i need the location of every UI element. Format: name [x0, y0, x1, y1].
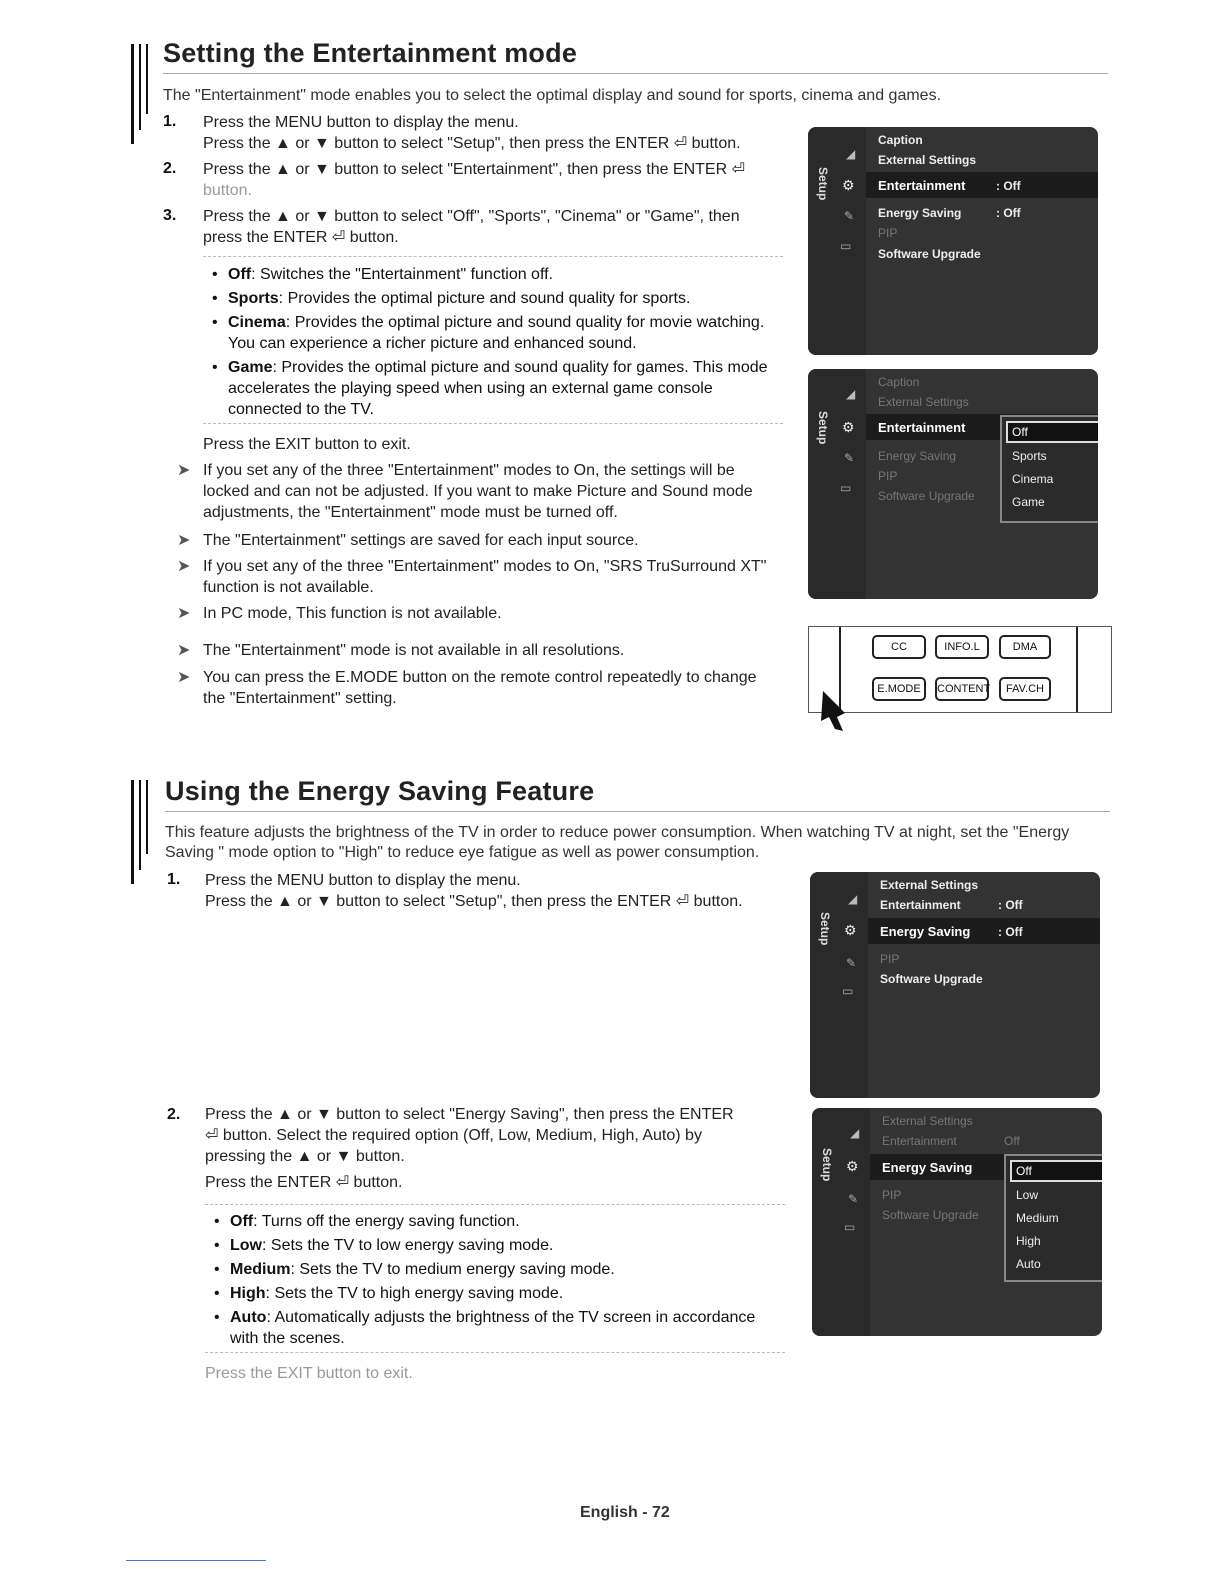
- note-item: ➤ In PC mode, This function is not available.: [177, 605, 502, 622]
- menu-item-entertainment[interactable]: Entertainment: [882, 1134, 957, 1148]
- menu-item-software-upgrade[interactable]: Software Upgrade: [880, 972, 983, 986]
- setup-label: Setup: [820, 1148, 834, 1182]
- info-button[interactable]: INFO.L: [935, 635, 989, 659]
- channel-icon: ✎: [844, 451, 855, 465]
- entertainment-value: Off: [1004, 1134, 1020, 1148]
- title-rule: [163, 73, 1108, 74]
- menu-item-caption[interactable]: Caption: [878, 133, 923, 147]
- step-number: 3.: [163, 207, 177, 224]
- note-item: ➤ The "Entertainment" mode is not available in all resolutions.: [177, 642, 625, 659]
- note-item: ➤ You can press the E.MODE button on the remote control repeatedly to change the "Entertainment" setting.: [177, 669, 757, 707]
- menu-item-entertainment[interactable]: Entertainment: [880, 898, 961, 912]
- tv-menu-setup-energy-saving: [810, 872, 1100, 1098]
- picture-icon: ◢: [848, 892, 858, 906]
- exit-instruction: Press the EXIT button to exit.: [205, 1365, 413, 1382]
- note-item: ➤ If you set any of the three "Entertainment" modes to On, "SRS TruSurround XT" function is not available.: [177, 558, 767, 596]
- list-item: • Off: Switches the "Entertainment" function off.: [212, 264, 772, 285]
- note-item: ➤ If you set any of the three "Entertainment" modes to On, the settings will be locked and can not be adjusted. If you want to make Picture and Sound mode adjustments, the "Entertainment" mode must be turned off.: [177, 462, 753, 521]
- pointer-arrow-icon: [815, 683, 875, 733]
- favch-button[interactable]: FAV.CH: [999, 677, 1051, 701]
- menu-item-energy-saving[interactable]: Energy Saving: [882, 1160, 973, 1175]
- page-number: English - 72: [580, 1504, 670, 1521]
- menu-item-software-upgrade[interactable]: Software Upgrade: [878, 247, 981, 261]
- menu-item-caption[interactable]: Caption: [878, 375, 920, 389]
- menu-item-entertainment[interactable]: Entertainment: [878, 178, 966, 193]
- list-item: • Medium: Sets the TV to medium energy saving mode.: [214, 1259, 774, 1280]
- option-low[interactable]: Low: [1016, 1188, 1039, 1202]
- step-text: Press the ▲ or ▼ button to select "Energy Saving", then press the ENTER ⏎ button. Select the required option (Off, Low, Medium, High, Auto) by pressing the ▲ or ▼ button.: [205, 1106, 734, 1165]
- enter-instruction: Press the ENTER ⏎ button.: [205, 1174, 403, 1191]
- setup-gear-icon: ⚙: [842, 177, 855, 193]
- section-title-entertainment: Setting the Entertainment mode: [163, 38, 578, 68]
- setup-label: Setup: [816, 167, 830, 201]
- tv-menu-entertainment-options: [808, 369, 1098, 599]
- step-text: Press the ▲ or ▼ button to select "Off", "Sports", "Cinema" or "Game", then press the ENTER ⏎ button.: [203, 208, 740, 246]
- option-off[interactable]: Off: [1006, 421, 1098, 443]
- entertainment-value: : Off: [998, 898, 1023, 912]
- step-text: Press the MENU button to display the menu. Press the ▲ or ▼ button to select "Setup", then press the ENTER ⏎ button.: [205, 872, 743, 910]
- menu-item-energy-saving[interactable]: Energy Saving: [880, 924, 971, 939]
- dma-button[interactable]: DMA: [999, 635, 1051, 659]
- menu-item-external-settings[interactable]: External Settings: [880, 878, 979, 892]
- option-medium[interactable]: Medium: [1016, 1211, 1059, 1225]
- channel-icon: ✎: [846, 956, 857, 970]
- energy-saving-value: : Off: [996, 206, 1021, 220]
- menu-item-software-upgrade[interactable]: Software Upgrade: [882, 1208, 979, 1222]
- list-item: • Auto: Automatically adjusts the brightness of the TV screen in accordance with the scenes.: [214, 1307, 774, 1349]
- list-item: • Game: Provides the optimal picture and sound quality for games. This mode accelerates the playing speed when using an external game console connected to the TV.: [212, 357, 772, 420]
- entertainment-dropdown[interactable]: [1000, 415, 1098, 523]
- option-cinema[interactable]: Cinema: [1012, 472, 1054, 486]
- list-item: • High: Sets the TV to high energy saving mode.: [214, 1283, 774, 1304]
- energy-saving-value: : Off: [998, 925, 1023, 939]
- section-title-energy-saving: Using the Energy Saving Feature: [165, 776, 595, 806]
- list-item: • Off: Turns off the energy saving function.: [214, 1211, 774, 1232]
- footer-rule: [126, 1560, 266, 1561]
- menu-item-external-settings[interactable]: External Settings: [878, 153, 977, 167]
- cc-button[interactable]: CC: [872, 635, 926, 659]
- note-item: ➤ The "Entertainment" settings are saved for each input source.: [177, 532, 639, 549]
- menu-item-pip[interactable]: PIP: [878, 469, 898, 483]
- input-icon: ▭: [840, 481, 852, 495]
- step-number: 2.: [167, 1106, 181, 1123]
- step-number: 1.: [163, 113, 177, 130]
- intro-energy-saving: This feature adjusts the brightness of the TV in order to reduce power consumption. When watching TV at night, set the "Energy Saving " mode option to "High" to reduce eye fatigue as well as power consumption.: [165, 824, 1070, 861]
- intro-entertainment: The "Entertainment" mode enables you to select the optimal display and sound for sports, cinema and games.: [163, 87, 942, 104]
- option-high[interactable]: High: [1016, 1234, 1041, 1248]
- title-rule: [165, 811, 1110, 812]
- entertainment-options-list: [212, 264, 772, 423]
- setup-label: Setup: [816, 411, 830, 445]
- divider: [203, 423, 783, 424]
- tv-menu-energy-options: [812, 1108, 1102, 1336]
- input-icon: ▭: [842, 984, 854, 998]
- content-button[interactable]: CONTENT: [935, 677, 989, 701]
- option-game[interactable]: Game: [1012, 495, 1045, 509]
- menu-item-pip[interactable]: PIP: [878, 226, 898, 240]
- option-sports[interactable]: Sports: [1012, 449, 1047, 463]
- menu-item-entertainment[interactable]: Entertainment: [878, 420, 966, 435]
- divider: [203, 256, 783, 257]
- menu-item-external-settings[interactable]: External Settings: [882, 1114, 973, 1128]
- menu-item-pip[interactable]: PIP: [880, 952, 900, 966]
- picture-icon: ◢: [846, 147, 856, 161]
- picture-icon: ◢: [846, 387, 856, 401]
- remote-control-illustration: [808, 626, 1112, 713]
- step-text: Press the ▲ or ▼ button to select "Entertainment", then press the ENTER ⏎ button.: [203, 161, 746, 199]
- picture-icon: ◢: [850, 1126, 860, 1140]
- input-icon: ▭: [844, 1220, 856, 1234]
- setup-gear-icon: ⚙: [842, 419, 855, 435]
- setup-label: Setup: [818, 912, 832, 946]
- list-item: • Cinema: Provides the optimal picture and sound quality for movie watching. You can experience a richer picture and enhanced sound.: [212, 312, 772, 354]
- tv-menu-setup-entertainment: [808, 127, 1098, 355]
- menu-item-external-settings[interactable]: External Settings: [878, 395, 969, 409]
- channel-icon: ✎: [844, 209, 855, 223]
- setup-gear-icon: ⚙: [844, 922, 857, 938]
- menu-item-energy-saving[interactable]: Energy Saving: [878, 449, 957, 463]
- option-off[interactable]: Off: [1010, 1160, 1102, 1182]
- option-auto[interactable]: Auto: [1016, 1257, 1041, 1271]
- emode-button[interactable]: E.MODE: [872, 677, 926, 701]
- setup-gear-icon: ⚙: [846, 1158, 859, 1174]
- menu-item-software-upgrade[interactable]: Software Upgrade: [878, 489, 975, 503]
- divider: [205, 1352, 785, 1353]
- section-marker-bars: [131, 44, 151, 144]
- entertainment-value: : Off: [996, 179, 1021, 193]
- step-number: 1.: [167, 871, 181, 888]
- energy-saving-dropdown[interactable]: [1004, 1154, 1102, 1282]
- exit-instruction: Press the EXIT button to exit.: [203, 436, 411, 453]
- section-marker-bars: [131, 780, 151, 884]
- energy-options-list: [214, 1211, 774, 1352]
- divider: [205, 1204, 785, 1205]
- list-item: • Low: Sets the TV to low energy saving mode.: [214, 1235, 774, 1256]
- list-item: • Sports: Provides the optimal picture and sound quality for sports.: [212, 288, 772, 309]
- channel-icon: ✎: [848, 1192, 859, 1206]
- menu-item-pip[interactable]: PIP: [882, 1188, 902, 1202]
- step-number: 2.: [163, 160, 177, 177]
- menu-item-energy-saving[interactable]: Energy Saving: [878, 206, 962, 220]
- input-icon: ▭: [840, 239, 852, 253]
- step-text: Press the MENU button to display the menu. Press the ▲ or ▼ button to select "Setup", then press the ENTER ⏎ button.: [203, 114, 741, 152]
